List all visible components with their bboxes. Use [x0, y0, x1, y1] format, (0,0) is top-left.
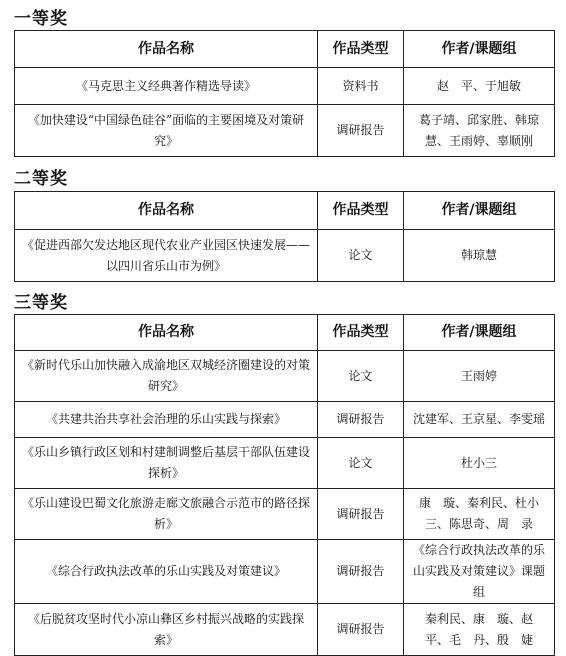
- work-author: 杜小三: [404, 438, 555, 489]
- work-type: 论文: [318, 230, 404, 282]
- header-name: 作品名称: [15, 315, 318, 351]
- section-title-third-prize: 三等奖: [14, 293, 68, 313]
- section-title-first-prize: 一等奖: [14, 9, 68, 29]
- header-type: 作品类型: [318, 31, 404, 68]
- work-type: 论文: [318, 438, 404, 489]
- work-author: 康 璇、秦利民、杜小三、陈思奇、周 录: [404, 489, 555, 540]
- header-type: 作品类型: [318, 315, 404, 351]
- table-row: [15, 438, 555, 489]
- work-name: 《乐山建设巴蜀文化旅游走廊文旅融合示范市的路径探析》: [15, 489, 318, 540]
- third-prize-table: [14, 314, 555, 656]
- first-prize-table: [14, 30, 555, 157]
- work-name: 《共建共治共享社会治理的乐山实践与探索》: [15, 402, 318, 438]
- work-name: 《后脱贫攻坚时代小凉山彝区乡村振兴战略的实践探索》: [15, 604, 318, 656]
- table-row: [15, 604, 555, 656]
- work-name: 《马克思主义经典著作精选导读》: [15, 68, 318, 105]
- table-row: [15, 540, 555, 604]
- table-header-row: [15, 31, 555, 68]
- work-name: 《新时代乐山加快融入成渝地区双城经济圈建设的对策研究》: [15, 351, 318, 402]
- work-author: 沈建军、王京星、李雯瑶: [404, 402, 555, 438]
- work-type: 调研报告: [318, 489, 404, 540]
- second-prize-table: [14, 191, 555, 282]
- section-title-second-prize: 二等奖: [14, 169, 68, 189]
- table-row: [15, 68, 555, 105]
- table-row: [15, 489, 555, 540]
- table-header-row: [15, 315, 555, 351]
- work-type: 调研报告: [318, 105, 404, 157]
- work-name: 《乐山乡镇行政区划和村建制调整后基层干部队伍建设探析》: [15, 438, 318, 489]
- work-type: 论文: [318, 351, 404, 402]
- table-row: [15, 230, 555, 282]
- work-author: 韩琼慧: [404, 230, 555, 282]
- table-header-row: [15, 192, 555, 230]
- work-author: 王雨婷: [404, 351, 555, 402]
- work-name: 《加快建设“中国绿色硅谷”面临的主要困境及对策研究》: [15, 105, 318, 157]
- header-author: 作者/课题组: [404, 192, 555, 230]
- header-author: 作者/课题组: [404, 31, 555, 68]
- work-author: 《综合行政执法改革的乐山实践及对策建议》课题组: [404, 540, 555, 604]
- header-author: 作者/课题组: [404, 315, 555, 351]
- work-type: 调研报告: [318, 402, 404, 438]
- table-row: [15, 105, 555, 157]
- table-row: [15, 351, 555, 402]
- work-name: 《促进西部欠发达地区现代农业产业园区快速发展——以四川省乐山市为例》: [15, 230, 318, 282]
- table-row: [15, 402, 555, 438]
- work-type: 调研报告: [318, 540, 404, 604]
- header-type: 作品类型: [318, 192, 404, 230]
- work-author: 葛子靖、邱家胜、韩琼慧、王雨婷、辜顺刚: [404, 105, 555, 157]
- header-name: 作品名称: [15, 31, 318, 68]
- header-name: 作品名称: [15, 192, 318, 230]
- work-name: 《综合行政执法改革的乐山实践及对策建议》: [15, 540, 318, 604]
- work-author: 赵 平、于旭敏: [404, 68, 555, 105]
- work-type: 调研报告: [318, 604, 404, 656]
- work-author: 秦利民、康 璇、赵 平、毛 丹、殷 婕: [404, 604, 555, 656]
- work-type: 资料书: [318, 68, 404, 105]
